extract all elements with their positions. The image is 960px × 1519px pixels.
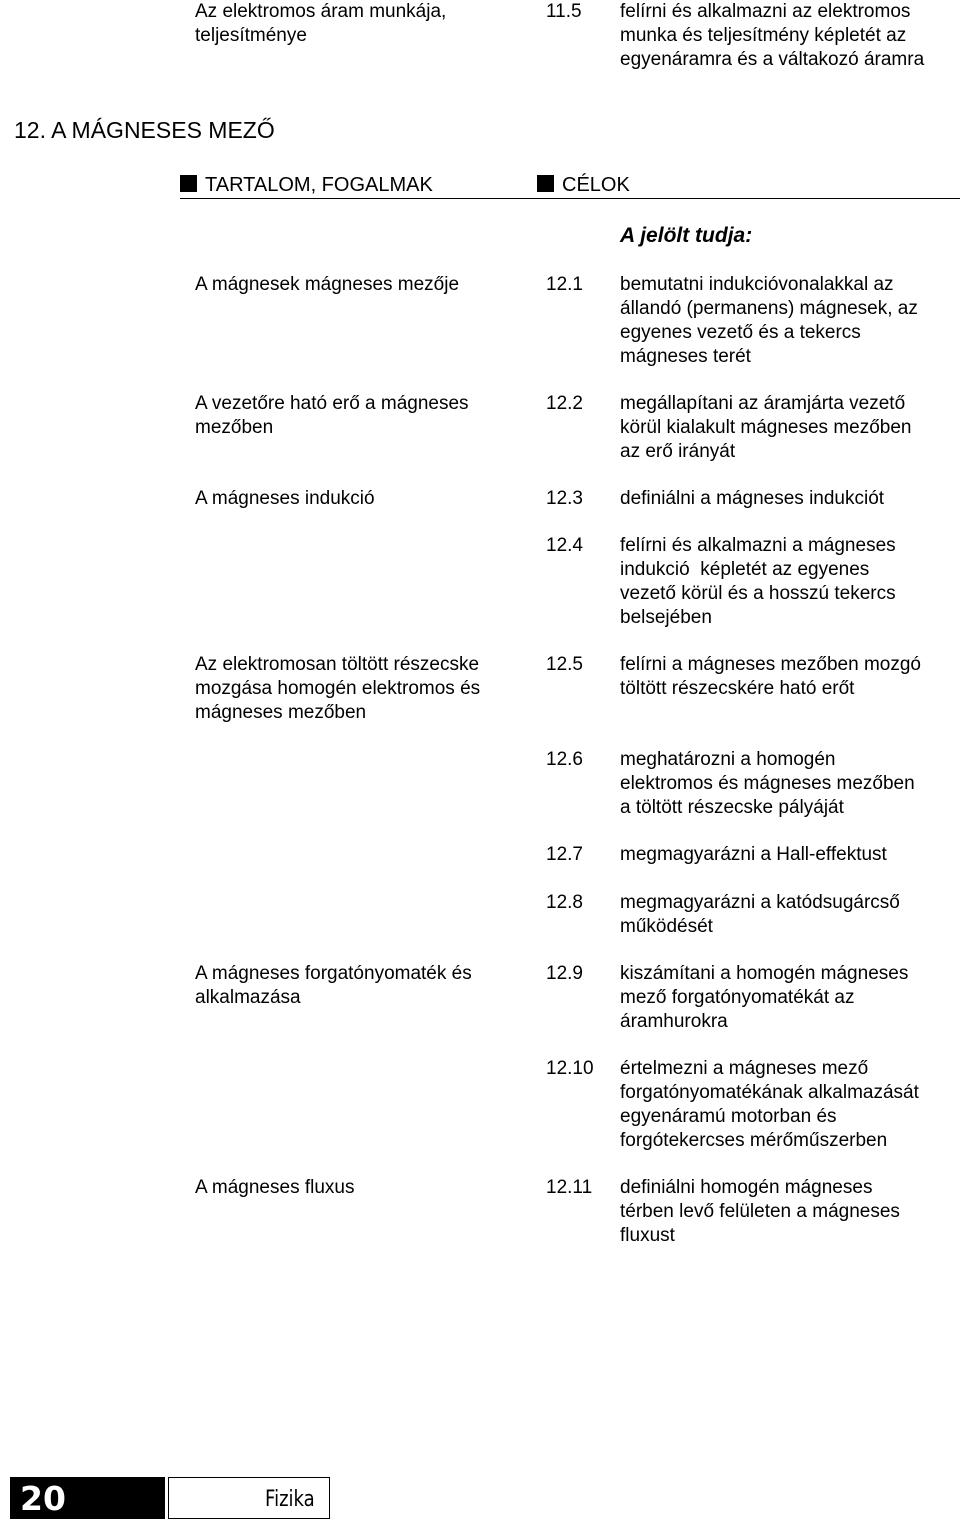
row-content-line: mágneses mezőben (195, 702, 367, 723)
row-goal-line: forgatónyomatékának alkalmazását (620, 1082, 919, 1103)
page-number-box (10, 1477, 165, 1519)
section-title: 12. A MÁGNESES MEZŐ (14, 117, 275, 143)
row-number: 12.9 (546, 963, 583, 984)
row-content-line: mozgása homogén elektromos és (195, 678, 481, 699)
row-goal (620, 653, 921, 701)
row-content (195, 392, 469, 440)
row-number: 12.1 (546, 274, 583, 295)
row-goal-line: definiálni a mágneses indukciót (620, 488, 885, 509)
row-content (195, 487, 375, 511)
row-goal-line: áramhurokra (620, 1011, 728, 1032)
row-goal-line: definiálni homogén mágneses (620, 1177, 873, 1198)
content-column-header (180, 173, 433, 197)
row-number: 12.4 (546, 535, 583, 556)
row-goal-line: kiszámítani a homogén mágneses (620, 963, 909, 984)
row-goal-line: forgótekercses mérőműszerben (620, 1130, 888, 1151)
row-number: 12.8 (546, 892, 583, 913)
row-goal (620, 962, 908, 1034)
header-divider (180, 198, 960, 199)
row-number: 12.7 (546, 844, 583, 865)
row-goal-line: megállapítani az áramjárta vezető (620, 393, 906, 414)
row-content-line: A mágneses indukció (195, 488, 375, 509)
row-goal-line: meghatározni a homogén (620, 749, 836, 770)
row-goal (620, 392, 912, 464)
top-number: 11.5 (546, 1, 582, 22)
row-goal-line: bemutatni indukcióvonalakkal az (620, 274, 894, 295)
row-goal-line: a töltött részecske pályáját (620, 797, 844, 818)
content-column-header-label: TARTALOM, FOGALMAK (205, 174, 433, 196)
candidate-subtitle: A jelölt tudja: (620, 224, 753, 247)
row-goal-line: állandó (permanens) mágnesek, az (620, 298, 918, 319)
top-goal-line: felírni és alkalmazni az elektromos (620, 1, 911, 22)
row-goal-line: töltött részecskére ható erőt (620, 678, 855, 699)
row-number: 12.3 (546, 488, 583, 509)
row-goal-line: vezető körül és a hosszú tekercs (620, 583, 896, 604)
row-goal-line: egyenes vezető és a tekercs (620, 322, 861, 343)
row-goal (620, 843, 887, 867)
row-content-line: mezőben (195, 417, 274, 438)
row-goal-line: megmagyarázni a Hall-effektust (620, 844, 887, 865)
row-goal-line: mágneses terét (620, 346, 751, 367)
row-goal-line: belsejében (620, 607, 712, 628)
row-content (195, 962, 472, 1010)
row-content-line: Az elektromosan töltött részecske (195, 654, 480, 675)
row-goal-line: térben levő felületen a mágneses (620, 1201, 900, 1222)
row-goal-line: körül kialakult mágneses mezőben (620, 417, 912, 438)
row-goal (620, 273, 918, 369)
row-goal-line: elektromos és mágneses mezőben (620, 773, 915, 794)
top-goal-line: munka és teljesítmény képletét az (620, 25, 907, 46)
row-goal-line: felírni és alkalmazni a mágneses (620, 535, 896, 556)
top-goal-line: egyenáramra és a váltakozó áramra (620, 49, 925, 70)
top-content (195, 0, 446, 48)
row-number: 12.6 (546, 749, 583, 770)
row-goal-line: az erő irányát (620, 441, 736, 462)
top-goal (620, 0, 924, 72)
top-content-line: Az elektromos áram munkája, (195, 1, 447, 22)
row-goal (620, 891, 900, 939)
row-goal (620, 1057, 919, 1153)
row-content-line: A mágnesek mágneses mezője (195, 274, 460, 295)
row-goal-line: felírni a mágneses mezőben mozgó (620, 654, 921, 675)
row-number: 12.11 (546, 1177, 593, 1198)
row-content (195, 1176, 354, 1200)
row-goal-line: működését (620, 916, 713, 937)
row-number: 12.2 (546, 393, 583, 414)
row-content-line: A mágneses forgatónyomaték és (195, 963, 472, 984)
row-number: 12.10 (546, 1058, 594, 1079)
row-goal-line: mező forgatónyomatékát az (620, 987, 855, 1008)
row-goal-line: fluxust (620, 1225, 675, 1246)
row-number: 12.5 (546, 654, 583, 675)
goals-column-header-label: CÉLOK (562, 174, 630, 196)
subject-box (168, 1477, 330, 1519)
row-goal-line: indukció képletét az egyenes (620, 559, 870, 580)
black-square-icon (537, 175, 554, 192)
row-goal (620, 487, 884, 511)
row-content-line: A mágneses fluxus (195, 1177, 355, 1198)
goals-column-header (537, 173, 630, 197)
row-goal (620, 534, 896, 630)
row-content-line: alkalmazása (195, 987, 301, 1008)
page-number: 20 (20, 1479, 66, 1518)
subject-label: Fizika (265, 1487, 315, 1512)
row-content (195, 273, 459, 297)
black-square-icon (180, 175, 197, 192)
row-goal-line: megmagyarázni a katódsugárcső (620, 892, 900, 913)
row-goal (620, 1176, 900, 1248)
row-content-line: A vezetőre ható erő a mágneses (195, 393, 469, 414)
top-content-line: teljesítménye (195, 25, 307, 46)
row-goal-line: egyenáramú motorban és (620, 1106, 837, 1127)
row-goal-line: értelmezni a mágneses mező (620, 1058, 869, 1079)
row-goal (620, 748, 915, 820)
row-content (195, 653, 480, 725)
